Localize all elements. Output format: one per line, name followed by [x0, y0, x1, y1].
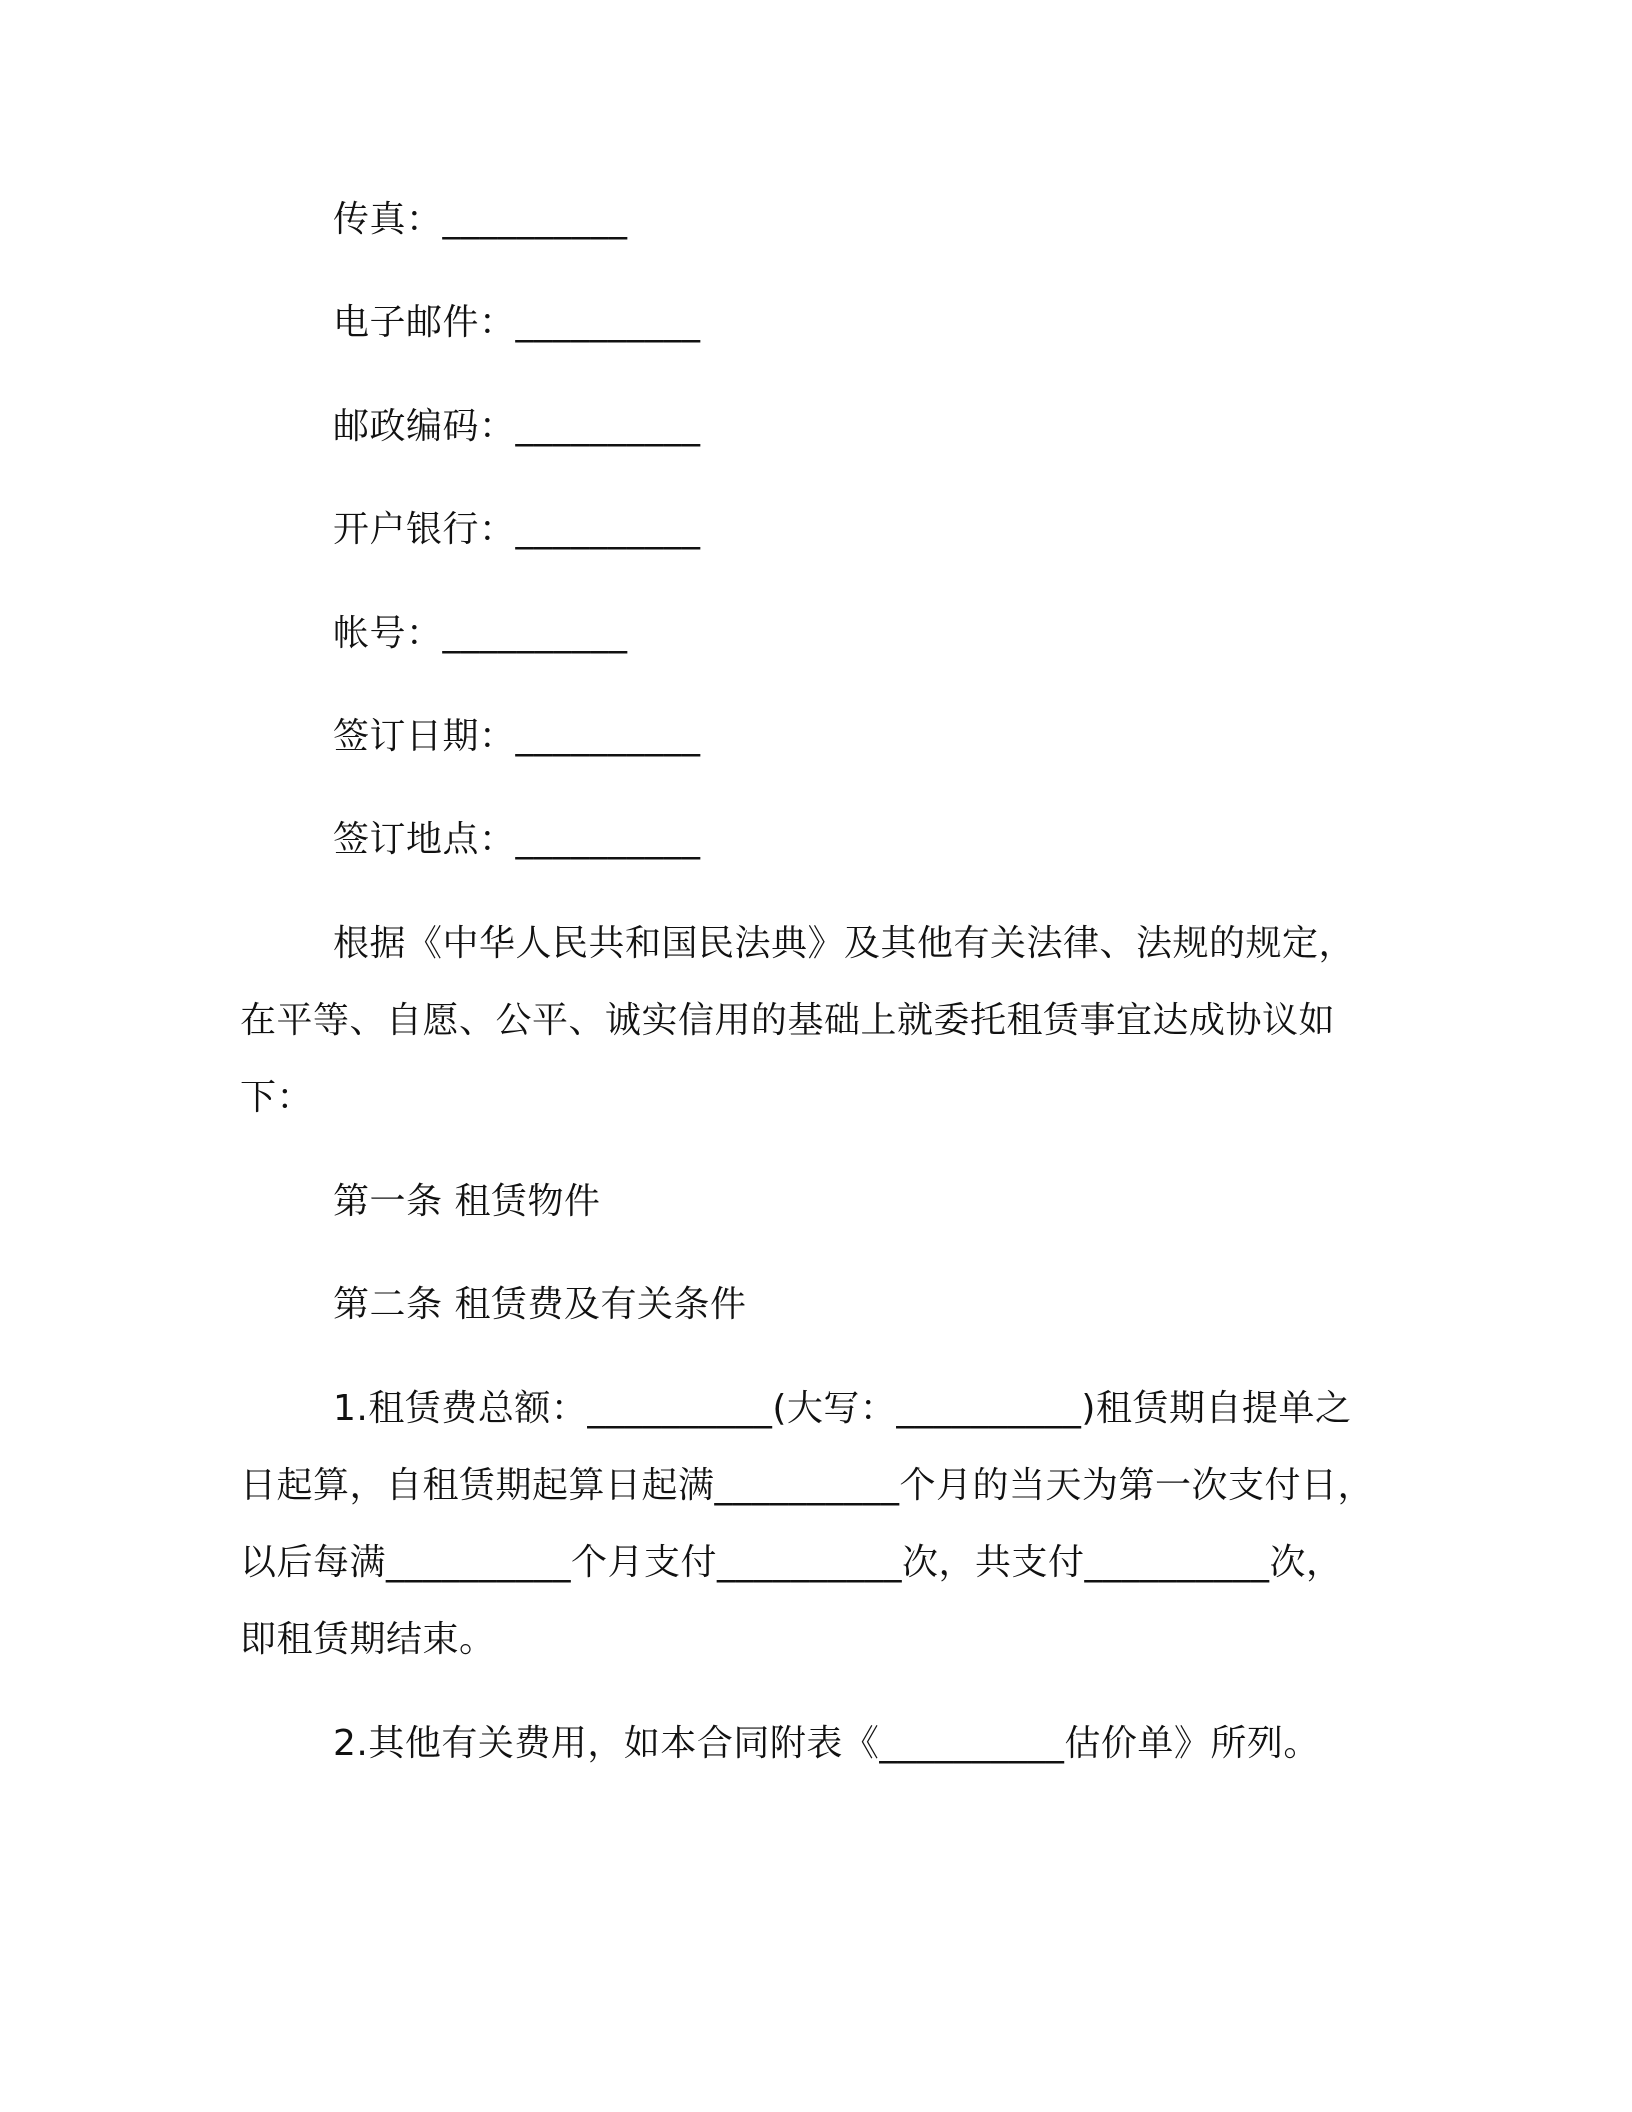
clause-1-line-1: 1.租赁费总额：__________(大写：__________)租赁期自提单之 [333, 1388, 1352, 1429]
clause-1-line-4: 即租赁期结束。 [240, 1619, 496, 1660]
signing-date-field: 签订日期：__________ [333, 716, 701, 757]
article-2-heading: 第二条 租赁费及有关条件 [333, 1284, 747, 1325]
intro-paragraph-line-3: 下： [240, 1077, 314, 1118]
intro-paragraph-line-2: 在平等、自愿、公平、诚实信用的基础上就委托租赁事宜达成协议如 [240, 1000, 1336, 1041]
fax-field: 传真：__________ [333, 199, 628, 240]
bank-field: 开户银行：__________ [333, 509, 701, 550]
clause-2-line-1: 2.其他有关费用，如本合同附表《__________估价单》所列。 [333, 1723, 1320, 1764]
intro-paragraph-line-1: 根据《中华人民共和国民法典》及其他有关法律、法规的规定， [333, 923, 1356, 964]
article-1-heading: 第一条 租赁物件 [333, 1181, 601, 1222]
postal-code-field: 邮政编码：__________ [333, 406, 701, 447]
email-field: 电子邮件：__________ [333, 302, 701, 343]
account-number-field: 帐号：__________ [333, 613, 628, 654]
clause-1-line-3: 以后每满__________个月支付__________次，共支付__________次， [240, 1542, 1343, 1583]
signing-place-field: 签订地点：__________ [333, 819, 701, 860]
clause-1-line-2: 日起算，自租赁期起算日起满__________个月的当天为第一次支付日， [240, 1465, 1375, 1506]
